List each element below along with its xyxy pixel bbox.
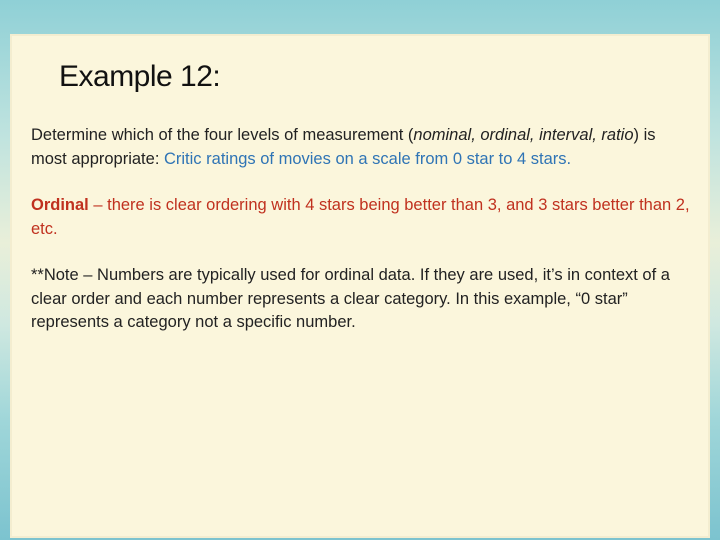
question-highlight: Critic ratings of movies on a scale from 0 star to 4 stars.	[163, 149, 572, 168]
answer-paragraph	[31, 194, 693, 241]
question-italic-terms: nominal, ordinal, interval, ratio	[413, 126, 634, 144]
answer-label: Ordinal	[31, 196, 89, 214]
question-prefix: Determine which of the four levels of measurement (	[31, 126, 414, 144]
slide-panel	[12, 36, 708, 536]
answer-text: – there is clear ordering with 4 stars being better than 3, and 3 stars better than 2, etc.	[31, 196, 690, 238]
slide-body	[31, 124, 693, 358]
note-paragraph: **Note – Numbers are typically used for ordinal data. If they are used, it’s in context of a clear order and each number represents a clear category. In this example, “0 star” represents a category not a specific number.	[31, 266, 670, 331]
slide-title: Example 12:	[59, 60, 221, 93]
question-paragraph	[31, 124, 693, 171]
question-middle: ) is most appropriate:	[31, 126, 656, 168]
